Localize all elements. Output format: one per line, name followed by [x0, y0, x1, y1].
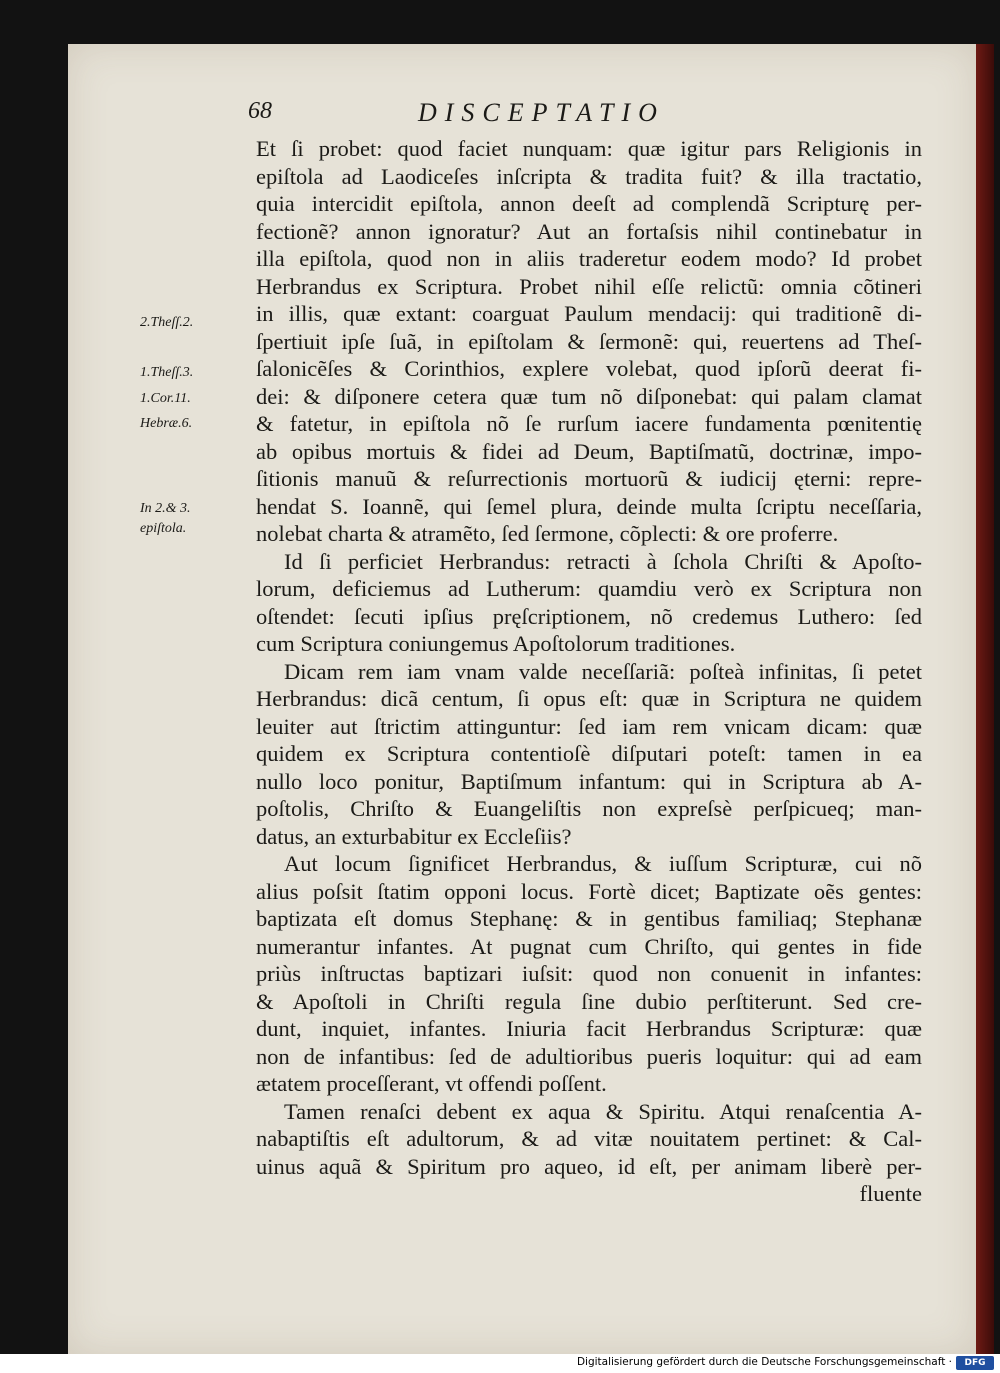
text-line: nullo loco ponitur, Baptiſmum infantum: qui in Scriptura ab A-: [256, 768, 922, 794]
text-line: uinus aquã & Spiritum pro aqueo, id eſt, per animam liberè per-: [256, 1153, 922, 1179]
margin-note: epiſtola.: [140, 521, 187, 536]
dfg-logo-icon: DFG: [956, 1356, 994, 1370]
text-line: alius poſsit ſtatim opponi locus. Fortè dicet; Baptizate oẽs gentes:: [256, 878, 922, 904]
text-line: nabaptiſtis eſt adultorum, & ad vitæ nouitatem pertinet: & Cal-: [256, 1126, 922, 1151]
text-line: priùs inſtructas baptizari iuſsit: quod non conuenit in infantes:: [256, 961, 922, 986]
text-line: hendat S. Ioannẽ, qui ſemel plura, deinde multa ſcriptu neceſſaria,: [256, 493, 922, 519]
text-line: Id ſi perficiet Herbrandus: retracti à ſchola Chriſti & Apoſto-: [284, 548, 922, 574]
text-line: epiſtola ad Laodiceſes inſcripta & tradita fuit? & illa tractatio,: [256, 163, 922, 189]
text-line: ſpertiuit ipſe ſuã, in epiſtolam & ſermonẽ: qui, reuertens ad Theſ-: [256, 328, 922, 354]
text-line: numerantur infantes. At pugnat cum Chriſto, qui gentes in fide: [256, 933, 922, 959]
text-line: quia intercidit epiſtola, annon deeſt ad complendã Scripturę per-: [256, 191, 922, 216]
text-line: & Apoſtoli in Chriſti regula ſine dubio perſtiterunt. Sed cre-: [256, 988, 922, 1014]
page-number: 68: [248, 98, 272, 124]
text-line: ætatem proceſſerant, vt offendi poſſent.: [256, 1071, 607, 1096]
text-line: & fatetur, in epiſtola nõ ſe rurſum iacere fundamenta pœnitentię: [256, 411, 922, 436]
margin-note: In 2.& 3.: [140, 501, 191, 516]
funding-credit: Digitalisierung gefördert durch die Deutsche Forschungsgemeinschaft ·: [576, 1356, 952, 1368]
digitization-footer: [0, 1354, 1000, 1373]
text-line: Et ſi probet: quod faciet nunquam: quæ igitur pars Religionis in: [256, 136, 922, 161]
text-line: Herbrandus ex Scriptura. Probet nihil eſſe relictũ: omnia cõtineri: [256, 273, 922, 299]
catchword: fluente: [859, 1181, 922, 1206]
text-line: ſitionis manuũ & reſurrectionis mortuorũ & iudicij ęterni: repre-: [256, 466, 922, 491]
text-line: ſalonicẽſes & Corinthios, explere volebat, quod ipſorũ deerat fi-: [256, 356, 922, 381]
text-line: in illis, quæ extant: coarguat Paulum mendacij: qui traditionẽ di-: [256, 301, 922, 326]
text-line: Aut locum ſignificet Herbrandus, & iuſſum Scripturæ, cui nõ: [284, 851, 922, 876]
text-line: Herbrandus: dicã centum, ſi opus eſt: quæ in Scriptura ne quidem: [256, 686, 922, 711]
text-line: Dicam rem iam vnam valde neceſſariã: poſteà infinitas, ſi petet: [284, 658, 922, 684]
running-title: DISCEPTATIO: [418, 98, 665, 127]
text-line: nolebat charta & atramẽto, ſed ſermone, cõplecti: & ore proferre.: [256, 521, 839, 546]
text-line: dunt, inquiet, infantes. Iniuria facit Herbrandus Scripturæ: quæ: [256, 1016, 922, 1041]
text-line: illa epiſtola, quod non in aliis traderetur eodem modo? Id probet: [256, 246, 922, 271]
text-line: dei: & diſponere cetera quæ tum nõ diſponebat: qui palam clamat: [256, 383, 922, 409]
text-line: leuiter aut ſtrictim attinguntur: ſed iam rem vnicam dicam: quæ: [256, 713, 922, 739]
text-line: cum Scriptura coniungemus Apoſtolorum traditiones.: [256, 631, 736, 656]
page-header: [248, 98, 928, 134]
text-line: poſtolis, Chriſto & Euangeliſtis non expreſsè perſpicueq; man-: [256, 796, 922, 821]
margin-note: 1.Cor.11.: [140, 391, 191, 406]
text-line: non de infantibus: ſed de adultioribus pueris loquitur: qui ad eam: [256, 1043, 922, 1069]
text-line: ab opibus mortuis & fidei ad Deum, Baptiſmatũ, doctrinæ, impo-: [256, 438, 922, 464]
text-line: datus, an exturbabitur ex Eccleſiis?: [256, 823, 572, 849]
margin-note: 1.Theſſ.3.: [140, 365, 194, 380]
margin-note: Hebræ.6.: [140, 416, 193, 431]
book-cover-edge: [976, 44, 994, 1354]
text-line: lorum, deficiemus ad Lutherum: quamdiu verò ex Scriptura non: [256, 576, 922, 601]
main-text: [256, 135, 922, 1208]
text-line: quidem ex Scriptura contentioſè diſputari poteſt: tamen in ea: [256, 741, 922, 766]
text-line: Tamen renaſci debent ex aqua & Spiritu. Atqui renaſcentia A-: [284, 1098, 922, 1124]
text-line: baptizata eſt domus Stephanę: & in gentibus familiaq; Stephanæ: [256, 906, 922, 931]
text-line: oſtendet: ſecuti ipſius pręſcriptionem, nõ credemus Luthero: ſed: [256, 603, 922, 629]
margin-note: 2.Theſſ.2.: [140, 315, 194, 330]
text-line: fectionẽ? annon ignoratur? Aut an fortaſsis nihil continebatur in: [256, 218, 922, 244]
